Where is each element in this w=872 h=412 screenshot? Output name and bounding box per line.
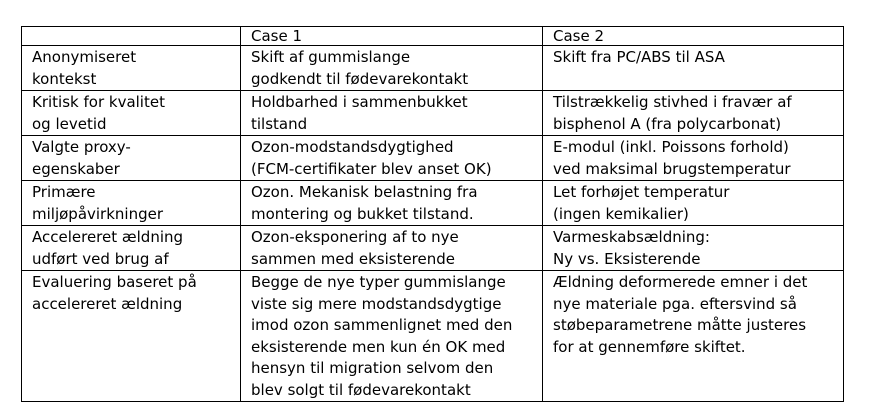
case1-cell: Skift af gummislange godkendt til fødevarekontakt	[241, 46, 543, 91]
row-label: Accelereret ældning udført ved brug af	[22, 226, 241, 271]
case1-cell: Ozon. Mekanisk belastning fra montering og bukket tilstand.	[241, 181, 543, 226]
table-row	[22, 271, 844, 402]
table-row	[22, 91, 844, 136]
row-label: Anonymiseret kontekst	[22, 46, 241, 91]
case1-cell: Ozon-eksponering af to nye sammen med eksisterende	[241, 226, 543, 271]
row-label: Primære miljøpåvirkninger	[22, 181, 241, 226]
row-label: Valgte proxy- egenskaber	[22, 136, 241, 181]
table-row	[22, 46, 844, 91]
header-cell-empty	[22, 27, 241, 46]
case2-cell: Skift fra PC/ABS til ASA	[543, 46, 844, 91]
case2-cell: Let forhøjet temperatur (ingen kemikalier)	[543, 181, 844, 226]
case1-cell: Holdbarhed i sammenbukket tilstand	[241, 91, 543, 136]
header-cell-case2: Case 2	[543, 27, 844, 46]
table-row	[22, 226, 844, 271]
row-label: Evaluering baseret på accelereret ældning	[22, 271, 241, 402]
case2-cell: Tilstrækkelig stivhed i fravær af bisphenol A (fra polycarbonat)	[543, 91, 844, 136]
case2-cell: Ældning deformerede emner i det nye materiale pga. eftersvind så støbeparametrene måtte justeres for at gennemføre skiftet.	[543, 271, 844, 402]
case1-cell: Ozon-modstandsdygtighed (FCM-certifikater blev anset OK)	[241, 136, 543, 181]
case2-cell: Varmeskabsældning: Ny vs. Eksisterende	[543, 226, 844, 271]
table-header-row	[22, 27, 844, 46]
case1-cell: Begge de nye typer gummislange viste sig mere modstandsdygtige imod ozon sammenlignet med den eksisterende men kun én OK med hensyn til migration selvom den blev solgt til fødevarekontakt	[241, 271, 543, 402]
comparison-table	[21, 26, 844, 402]
table-row	[22, 181, 844, 226]
row-label: Kritisk for kvalitet og levetid	[22, 91, 241, 136]
header-cell-case1: Case 1	[241, 27, 543, 46]
table-row	[22, 136, 844, 181]
case2-cell: E-modul (inkl. Poissons forhold) ved maksimal brugstemperatur	[543, 136, 844, 181]
